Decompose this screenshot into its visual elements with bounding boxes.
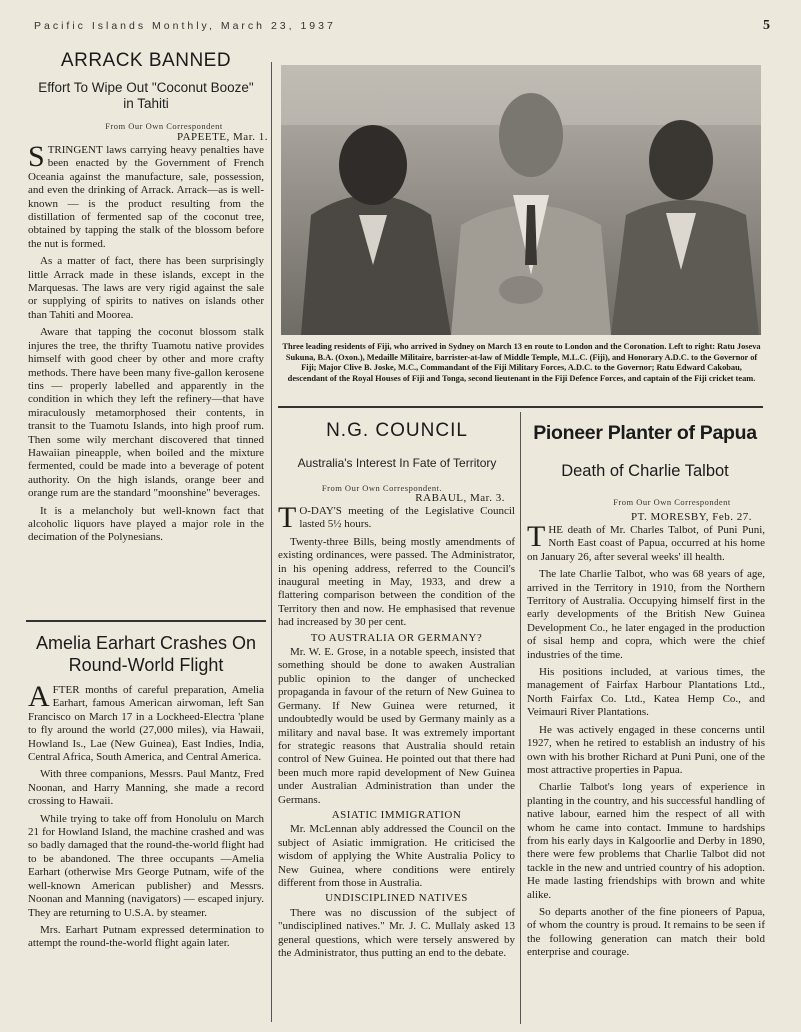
arrack-para-1: [28, 140, 264, 251]
ng-headline: N.G. COUNCIL: [326, 420, 468, 441]
page-number: 5: [763, 18, 770, 33]
arrack-para-1-text: TRINGENT laws carrying heavy penalties have been enacted by the Government of French Oceania against the manufacture, sale, possession, and even the drinking of Arrack. Arrack—as is well-known — is the product resulting from the distillation of fermented sap of the coconut tree, obtained by tapping the stalk of the blossom before the nut is formed.: [28, 144, 264, 250]
arrack-subhead: Effort To Wipe Out "Coconut Booze" in Tahiti: [38, 80, 254, 111]
column-divider: [271, 62, 272, 1022]
talbot-para-1: [527, 520, 765, 564]
talbot-byline: From Our Own Correspondent: [613, 497, 731, 507]
photograph: [281, 65, 761, 335]
talbot-para-2: The late Charlie Talbot, who was 68 years of age, arrived in the Territory in 1910, from the Northern Territory of Australia. Occupying himself first in the early developments of the British New Guinea Development Co., he later engaged in the production of sisal hemp and copra, which were the chief industries of the time.: [527, 568, 765, 661]
arrack-para-4: It is a melancholy but well-known fact that alcoholic liquors have played a major role in the decimation of the Polynesians.: [28, 504, 264, 544]
arrack-body: [28, 140, 264, 545]
talbot-body: [527, 520, 765, 960]
arrack-headline: ARRACK BANNED: [60, 50, 232, 71]
talbot-headline: Pioneer Planter of Papua: [533, 422, 757, 444]
earhart-headline: Amelia Earhart Crashes On Round-World Flight: [35, 633, 257, 675]
arrack-para-3: Aware that tapping the coconut blossom stalk injures the tree, the thrifty Tuamotu native provides himself with good cheer by other and more crafty methods. There have been many five-gallon kerosene tins — properly labelled and apparently in the condition in which they left the refinery—that have miraculously metamorphosed their contents, in transit to the Tuamotu Islands, into high proof rum. Then some wily merchant discovered that tinned Hawaiian pineapple, when boiled and the mixture fermented, could be made into a beverage of potent authority. On the high islands, orange beer and orange rum are the standard "moonshine" beverages.: [28, 326, 264, 500]
ng-byline: From Our Own Correspondent.: [321, 483, 443, 493]
photo-illustration: [281, 65, 761, 335]
earhart-para-1: [28, 680, 264, 764]
arrack-byline: From Our Own Correspondent: [105, 121, 223, 131]
earhart-para-3: While trying to take off from Honolulu on March 21 for Howland Island, the machine crashed and was so badly damaged that the round-the-world flight had to be abandoned. The three occupants —Amelia Earhart (otherwise Mrs George Putnam, wife of the well-known American publisher) and Messrs. Noonan and Manning (navigators) — escaped injury. They are returning to U.S.A. by steamer.: [28, 812, 264, 919]
section-rule: [26, 620, 266, 622]
ng-para-1: [278, 501, 515, 534]
earhart-para-1-text: FTER months of careful preparation, Amelia Earhart, famous American airwoman, left San Francisco on March 17 in a Lockheed-Electra 'plane to fly around the world (27,000 miles), via Hawaii, Howland Is., Lae (New Guinea), East Indies, India, Central Africa, South America, and Central America.: [28, 684, 264, 764]
ng-para-1-text: O-DAY'S meeting of the Legislative Council lasted 5½ hours.: [299, 505, 515, 531]
ng-subheading: TO AUSTRALIA OR GERMANY?: [310, 631, 483, 644]
ng-para-2: Twenty-three Bills, being mostly amendments of existing ordinances, were passed. The Administrator, in his opening address, referred to the Council's inaugural meeting in May, 1933, and drew a flattering comparison between the condition of the Territory then and now. He emphasised that revenue had increased by 30 per cent.: [278, 535, 515, 629]
talbot-para-6: So departs another of the fine pioneers of Papua, of whom the country is proud. It remains to be seen if the following generation can match their bold enterprise and courage.: [527, 905, 765, 959]
talbot-para-3: His positions included, at various times, the management of Fairfax Harbour Plantations Ltd., North Fairfax Co. Ltd., Katea Hemp Co., and Veimauri River Plantations.: [527, 666, 765, 719]
talbot-para-5: Charlie Talbot's long years of experience in planting in the country, and his successful handling of native labour, earned him the respect of all with whom he came into contact. Immune to hardships from his early days in Kalgoorlie and Derby in 1890, there were few problems that Charlie Talbot did not tackle in the new and untried country of his adoption. He made lasting friendships with brown and white alike.: [527, 781, 765, 901]
running-head: Pacific Islands Monthly, March 23, 1937: [34, 20, 336, 32]
arrack-dateline: PAPEETE, Mar. 1.: [176, 131, 268, 143]
talbot-para-1-text: HE death of Mr. Charles Talbot, of Puni Puni, North East coast of Papua, occurred at his home on January 26, after several weeks' ill health.: [527, 524, 765, 563]
ng-subheading: UNDISCIPLINED NATIVES: [325, 892, 468, 905]
photo-caption: Three leading residents of Fiji, who arrived in Sydney on March 13 en route to London and the Coronation. Left to right: Ratu Joseva Sukuna, B.A. (Oxon.), Medaille Militaire, barrister-at-law of Middle Temple, M.L.C. (Fiji), and Honorary A.D.C. to the Governor of Fiji; Major Clive B. Joske, M.C., Commandant of the Fiji Military Forces, A.D.C. to the Governor; Ratu Edward Cakobau, descendant of the Royal Houses of Fiji and Tonga, second lieutenant in the Fiji Defence Forces, and captain of the Fiji cricket team.: [282, 342, 761, 383]
ng-para-3: Mr. W. E. Grose, in a notable speech, insisted that something should be done to awaken Australian public opinion to the danger of unchecked propaganda in favour of the return of New Guinea to Germany. If New Guinea were returned, it undoubtedly would be used by Germany mainly as a military and naval base. It was extremely important for strategic reasons that Australia should retain control of New Guinea. He pointed out that there had been much more rapid development of New Guinea under Australian Administration than under the Germans.: [278, 646, 515, 806]
talbot-subhead: Death of Charlie Talbot: [561, 462, 729, 480]
drop-cap: T: [527, 520, 546, 553]
drop-cap: T: [278, 501, 297, 534]
ng-dateline: RABAUL, Mar. 3.: [415, 492, 505, 504]
ng-para-5: There was no discussion of the subject of "undisciplined natives." Mr. J. C. Mullaly asked 13 general questions, which were tersely answered by the Administrator, thus putting an end to the debate.: [278, 906, 515, 959]
section-rule: [278, 406, 763, 408]
ng-subhead: Australia's Interest In Fate of Territory: [297, 456, 497, 470]
ng-body: [278, 501, 515, 960]
drop-cap: A: [28, 680, 50, 713]
column-divider: [520, 412, 521, 1024]
ng-para-4: Mr. McLennan ably addressed the Council on the subject of Asiatic immigration. He criticised the wisdom of applying the White Australia Policy to New Guinea, where conditions were entirely different from those in Australia.: [278, 823, 515, 889]
ng-subheading: ASIATIC IMMIGRATION: [331, 808, 462, 821]
arrack-para-2: As a matter of fact, there has been surprisingly little Arrack made in these islands, except in the Marquesas. The laws are very rigid against the sale or supplying of spirits to natives on islands other than Tahiti and Moorea.: [28, 255, 264, 321]
earhart-para-2: With three companions, Messrs. Paul Mantz, Fred Noonan, and Harry Manning, she made a record crossing to Hawaii.: [28, 768, 264, 808]
earhart-body: [28, 680, 264, 951]
talbot-para-4: He was actively engaged in these concerns until 1927, when he retired to establish an industry of his own with his brother Richard at Puni Puni, one of the most attractive properties in Papua.: [527, 723, 765, 776]
earhart-para-4: Mrs. Earhart Putnam expressed determination to attempt the round-the-world flight again later.: [28, 923, 264, 950]
drop-cap: S: [28, 140, 45, 173]
talbot-dateline: PT. MORESBY, Feb. 27.: [630, 511, 752, 523]
